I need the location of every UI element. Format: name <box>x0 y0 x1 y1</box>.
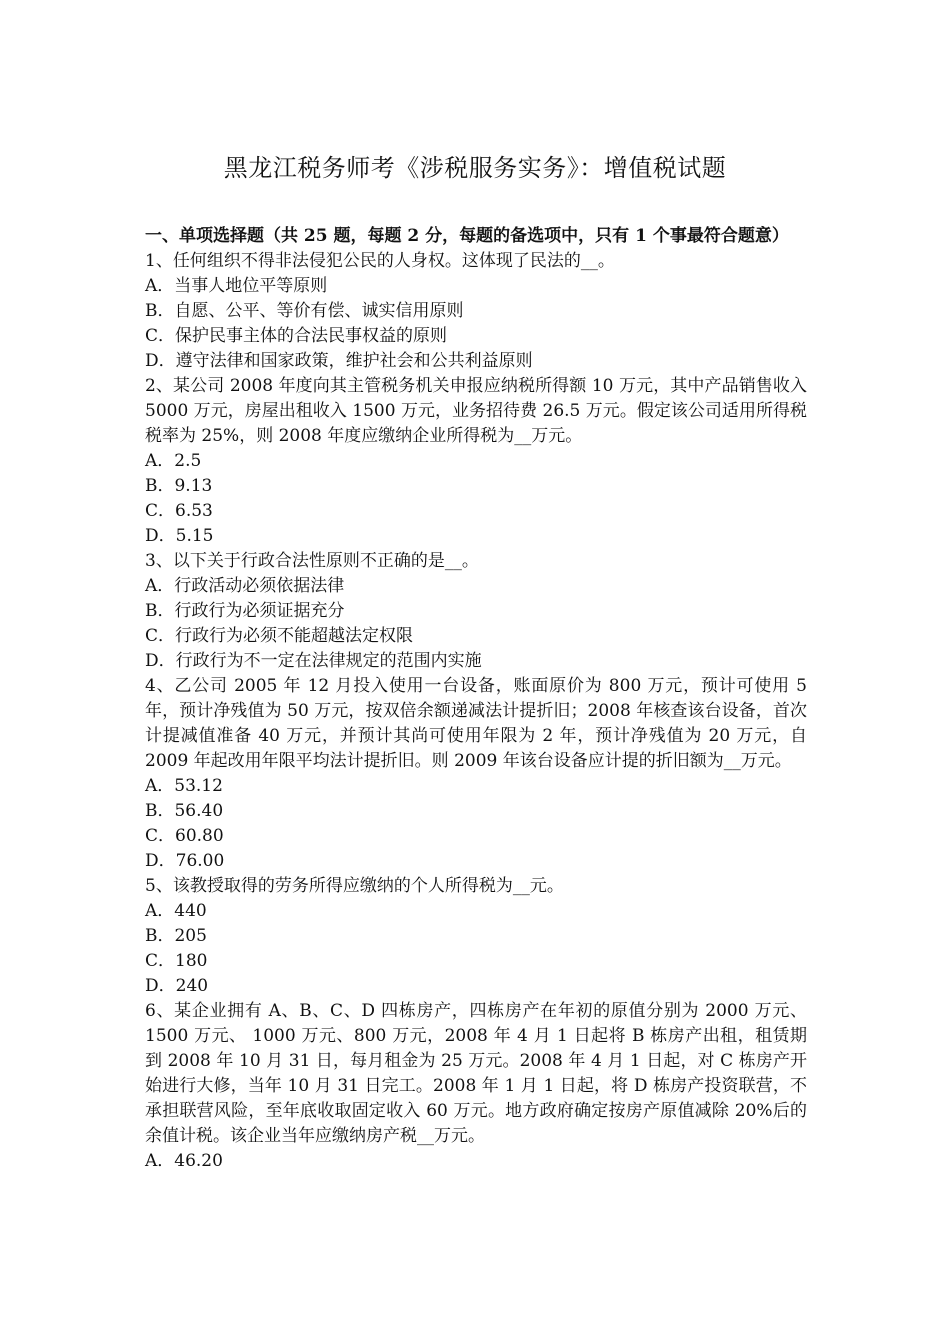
option-c: C．6.53 <box>145 501 213 521</box>
option-a: A．2.5 <box>145 451 202 471</box>
option-c: C．60.80 <box>145 826 224 846</box>
question-5 <box>145 874 807 999</box>
option-b: B．205 <box>145 926 207 946</box>
question-6 <box>145 999 807 1174</box>
question-4 <box>145 674 807 874</box>
question-stem: 6、某企业拥有 A、B、C、D 四栋房产，四栋房产在年初的原值分别为 2000 万元、1500 万元、 1000 万元、800 万元，2008 年 4 月 1 日起将 B 栋房产出租，租赁期到 2008 年 10 月 31 日，每月租金为 25 万元。2008 年 4 月 1 日起，对 C 栋房产开始进行大修，当年 10 月 31 日完工。2008 年 1 月 1 日起，将 D 栋房产投资联营，不承担联营风险，至年底收取固定收入 60 万元。地方政府确定按房产原值减除 20%后的余值计税。该企业当年应缴纳房产税__万元。 <box>145 1001 807 1146</box>
option-a: A．53.12 <box>145 776 223 796</box>
option-c: C．保护民事主体的合法民事权益的原则 <box>145 326 448 346</box>
document-body <box>145 224 807 1174</box>
option-a: A．当事人地位平等原则 <box>145 276 328 296</box>
option-a: A．46.20 <box>145 1151 223 1171</box>
question-3 <box>145 549 807 674</box>
section-heading: 一、单项选择题（共 25 题，每题 2 分，每题的备选项中，只有 1 个事最符合题意） <box>145 226 789 246</box>
option-d: D．76.00 <box>145 851 225 871</box>
question-stem: 2、某公司 2008 年度向其主管税务机关申报应纳税所得额 10 万元，其中产品销售收入 5000 万元，房屋出租收入 1500 万元，业务招待费 26.5 万元。假定该公司适用所得税税率为 25%，则 2008 年度应缴纳企业所得税为__万元。 <box>145 376 807 446</box>
question-stem: 1、任何组织不得非法侵犯公民的人身权。这体现了民法的__。 <box>145 251 615 271</box>
document-title: 黑龙江税务师考《涉税服务实务》：增值税试题 <box>223 154 727 182</box>
option-a: A．行政活动必须依据法律 <box>145 576 345 596</box>
option-d: D．5.15 <box>145 526 214 546</box>
option-c: C．180 <box>145 951 208 971</box>
question-2 <box>145 374 807 549</box>
question-1 <box>145 249 807 374</box>
question-stem: 3、以下关于行政合法性原则不正确的是__。 <box>145 551 479 571</box>
question-stem: 4、乙公司 2005 年 12 月投入使用一台设备，账面原价为 800 万元，预计可使用 5 年，预计净残值为 50 万元，按双倍余额递减法计提折旧；2008 年核查该台设备，首次计提减值准备 40 万元，并预计其尚可使用年限为 2 年，预计净残值为 20 万元，自 2009 年起改用年限平均法计提折旧。则 2009 年该台设备应计提的折旧额为__万元。 <box>145 676 807 771</box>
option-b: B．自愿、公平、等价有偿、诚实信用原则 <box>145 301 464 321</box>
option-d: D．240 <box>145 976 209 996</box>
option-c: C．行政行为必须不能超越法定权限 <box>145 626 414 646</box>
option-b: B．9.13 <box>145 476 213 496</box>
option-b: B．56.40 <box>145 801 224 821</box>
option-d: D．遵守法律和国家政策，维护社会和公共利益原则 <box>145 351 533 371</box>
option-a: A．440 <box>145 901 207 921</box>
option-d: D．行政行为不一定在法律规定的范围内实施 <box>145 651 482 671</box>
option-b: B．行政行为必须证据充分 <box>145 601 345 621</box>
question-stem: 5、该教授取得的劳务所得应缴纳的个人所得税为__元。 <box>145 876 564 896</box>
